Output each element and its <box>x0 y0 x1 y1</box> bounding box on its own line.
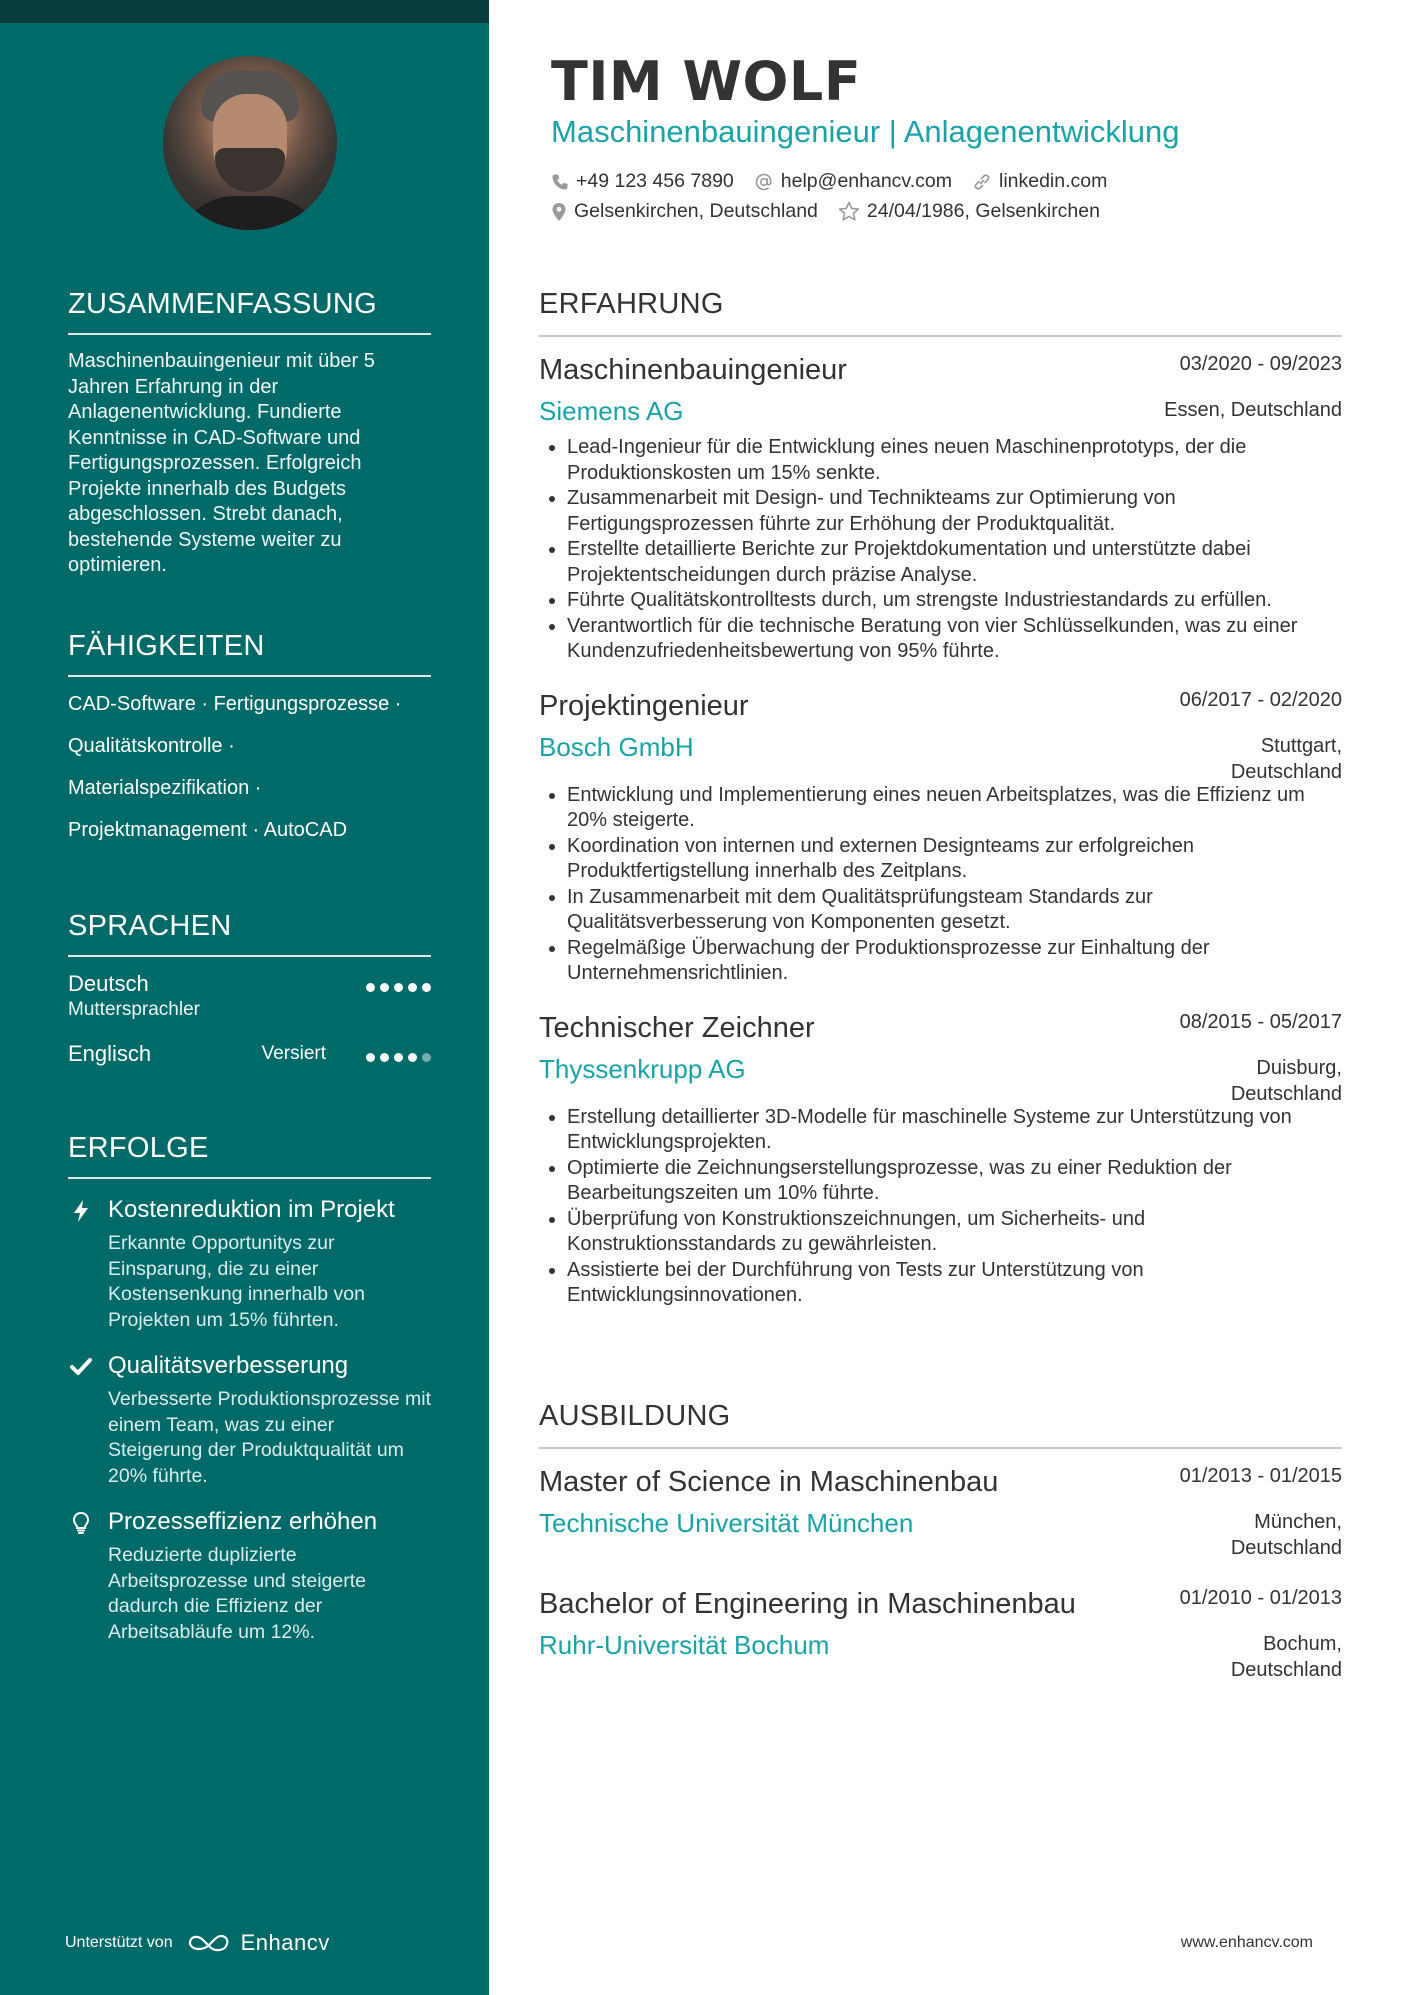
achievement-item <box>68 1507 431 1645</box>
language-row <box>68 1041 431 1081</box>
achievement-description: Verbesserte Produktionsprozesse mit einem Team, was zu einer Steigerung der Produktqualität um 20% führte. <box>108 1388 431 1487</box>
job-bullet: • Koordination von internen und externen Designteams zur erfolgreichen Produktfertigstellung innerhalb des Zeitplans. <box>567 834 1342 885</box>
job-title: Technischer Zeichner <box>539 1011 815 1044</box>
job-bullet: • Regelmäßige Überwachung der Produktionsprozesse zur Einhaltung der Unternehmensrichtlinien. <box>567 936 1342 987</box>
achievements-section <box>68 1132 431 1645</box>
lightning-icon <box>70 1199 92 1223</box>
job-company: Bosch GmbH <box>539 731 694 762</box>
languages-section <box>68 910 431 1081</box>
achievement-item <box>68 1195 431 1333</box>
achievement-title: Kostenreduktion im Projekt <box>108 1196 395 1223</box>
education-school: Ruhr-Universität Bochum <box>539 1630 830 1660</box>
education-location-line: München, <box>1254 1511 1342 1533</box>
linkedin-text: linkedin.com <box>998 170 1108 192</box>
language-level: Versiert <box>261 1043 326 1064</box>
achievement-title: Prozesseffizienz erhöhen <box>108 1508 378 1535</box>
skill-item: Projektmanagement <box>68 819 247 841</box>
education-entry <box>539 1585 1342 1693</box>
link-icon <box>972 172 992 192</box>
job-title: Projektingenieur <box>539 689 749 722</box>
skill-item: AutoCAD <box>263 819 348 841</box>
job-location-line: Stuttgart, <box>1260 734 1342 757</box>
education-location-line: Deutschland <box>1230 1659 1342 1681</box>
phone-text: +49 123 456 7890 <box>576 170 734 192</box>
education-degree: Master of Science in Maschinenbau <box>539 1466 999 1498</box>
sidebar-top-bar <box>0 0 489 23</box>
job-bullet: • Zusammenarbeit mit Design- und Technikteams zur Optimierung von Fertigungsprozessen führte zur Erhöhung der Produktqualität. <box>567 486 1342 537</box>
job-location <box>1231 733 1342 785</box>
enhancv-wordmark: Enhancv <box>240 1930 330 1955</box>
summary-text: Maschinenbauingenieur mit über 5 Jahren Erfahrung in der Anlagenentwicklung. Fundierte Kenntnisse in CAD-Software und Fertigungsprozessen. Erfolgreich Projekte innerhalb des Budgets abgeschlossen. Strebt danach, bestehende Systeme weiter zu optimieren. <box>68 350 375 576</box>
education-location-line: Bochum, <box>1263 1633 1342 1655</box>
proficiency-dot <box>380 1053 389 1062</box>
checkmark-icon <box>70 1355 92 1379</box>
contact-phone[interactable] <box>551 170 734 193</box>
powered-by <box>65 1930 330 1956</box>
proficiency-dot <box>408 1053 417 1062</box>
job-bullet: • Erstellte detaillierte Berichte zur Projektdokumentation und unterstützte dabei Projektentscheidungen durch präzise Analyse. <box>567 537 1342 588</box>
education-heading: AUSBILDUNG <box>539 1400 1342 1449</box>
language-row <box>68 971 431 1041</box>
job-bullet: • In Zusammenarbeit mit dem Qualitätsprüfungsteam Standards zur Qualitätsverbesserung von Komponenten gesetzt. <box>567 885 1342 936</box>
language-name: Englisch <box>68 1041 152 1066</box>
avatar <box>163 56 337 230</box>
job-dates: 06/2017 - 02/2020 <box>1179 688 1342 711</box>
job-company: Thyssenkrupp AG <box>539 1053 746 1084</box>
job-dates: 03/2020 - 09/2023 <box>1179 353 1342 375</box>
at-icon <box>754 172 774 192</box>
achievement-description: Erkannte Opportunitys zur Einsparung, die zu einer Kostensenkung innerhalb von Projekten um 15% führten. <box>108 1232 365 1331</box>
contact-linkedin[interactable] <box>972 170 1107 193</box>
job-bullet: • Assistierte bei der Durchführung von Tests zur Unterstützung von Entwicklungsinnovationen. <box>567 1258 1342 1309</box>
skills-section <box>68 630 431 851</box>
skill-item: Materialspezifikation <box>68 777 250 799</box>
proficiency-dot <box>422 1053 431 1062</box>
education-location <box>1231 1631 1342 1683</box>
email-text: help@enhancv.com <box>780 170 952 192</box>
proficiency-dot <box>394 1053 403 1062</box>
skills-list: CAD-Software · Fertigungsprozesse · Qualitätskontrolle · Materialspezifikation · Projektmanagement · AutoCAD <box>68 693 402 841</box>
job-company: Siemens AG <box>539 396 684 426</box>
education-degree: Bachelor of Engineering in Maschinenbau <box>539 1588 1076 1620</box>
job-dates: 08/2015 - 05/2017 <box>1179 1010 1342 1033</box>
job-bullet: • Entwicklung und Implementierung eines neuen Arbeitsplatzes, was die Effizienz um 20% steigerte. <box>567 783 1342 834</box>
job-title: Maschinenbauingenieur <box>539 354 847 386</box>
location-text: Gelsenkirchen, Deutschland <box>574 200 818 222</box>
sidebar <box>0 0 489 1995</box>
contact-location <box>551 200 818 223</box>
languages-heading: SPRACHEN <box>68 910 431 957</box>
proficiency-dot <box>422 983 431 992</box>
education-location <box>1231 1509 1342 1561</box>
achievement-description: Reduzierte duplizierte Arbeitsprozesse und steigerte dadurch die Effizienz der Arbeitsabläufe um 12%. <box>108 1544 366 1643</box>
job-location-line: Duisburg, <box>1256 1056 1342 1079</box>
job-bullets <box>539 1105 1342 1309</box>
birth-text: 24/04/1986, Gelsenkirchen <box>866 200 1100 222</box>
powered-by-label: Unterstützt von <box>65 1934 173 1951</box>
proficiency-dot <box>408 983 417 992</box>
job-location <box>1231 1055 1342 1107</box>
language-proficiency-dots <box>366 983 431 992</box>
phone-icon <box>551 173 569 191</box>
education-section <box>539 1400 1342 1693</box>
language-level: Muttersprachler <box>68 999 200 1020</box>
job-location-line: Deutschland <box>1230 760 1342 783</box>
proficiency-dot <box>380 983 389 992</box>
job-bullet: • Führte Qualitätskontrolltests durch, um strengste Industriestandards zu erfüllen. <box>567 588 1342 614</box>
enhancv-logo-icon <box>187 1931 233 1955</box>
candidate-title: Maschinenbauingenieur | Anlagenentwicklung <box>551 114 1180 149</box>
job-entry <box>539 687 1342 987</box>
experience-section <box>539 288 1342 1309</box>
enhancv-logo[interactable] <box>187 1930 330 1956</box>
contact-birth <box>838 200 1100 223</box>
achievement-title: Qualitätsverbesserung <box>108 1352 349 1379</box>
contact-row <box>551 170 1107 193</box>
education-dates: 01/2010 - 01/2013 <box>1179 1587 1342 1609</box>
experience-heading: ERFAHRUNG <box>539 288 1342 337</box>
job-location-line: Deutschland <box>1230 1082 1342 1105</box>
job-bullets <box>539 783 1342 987</box>
job-bullet: • Überprüfung von Konstruktionszeichnungen, um Sicherheits- und Konstruktionsstandards zu gewährleisten. <box>567 1207 1342 1258</box>
job-bullet: • Optimierte die Zeichnungserstellungsprozesse, was zu einer Reduktion der Bearbeitungszeiten um 10% führte. <box>567 1156 1342 1207</box>
star-icon <box>838 201 860 222</box>
summary-section <box>68 288 431 579</box>
job-bullet: • Lead-Ingenieur für die Entwicklung eines neuen Maschinenprototyps, der die Produktionskosten um 15% senkte. <box>567 435 1342 486</box>
job-bullets <box>539 435 1342 665</box>
language-proficiency-dots <box>366 1053 431 1062</box>
skill-item: Fertigungsprozesse <box>213 693 390 715</box>
lightbulb-icon <box>70 1511 92 1535</box>
achievement-item <box>68 1351 431 1489</box>
candidate-name: TIM WOLF <box>551 50 862 113</box>
job-entry <box>539 351 1342 665</box>
skill-item: CAD-Software <box>68 693 196 715</box>
location-pin-icon <box>551 202 567 222</box>
education-entry <box>539 1463 1342 1571</box>
job-bullet: • Verantwortlich für die technische Beratung von vier Schlüsselkunden, was zu einer Kundenzufriedenheitsbewertung von 95% führte. <box>567 614 1342 665</box>
skills-heading: FÄHIGKEITEN <box>68 630 431 677</box>
job-bullet: • Erstellung detaillierter 3D-Modelle für maschinelle Systeme zur Unterstützung von Entwicklungsprojekten. <box>567 1105 1342 1156</box>
education-dates: 01/2013 - 01/2015 <box>1179 1465 1342 1487</box>
contact-row <box>551 200 1100 223</box>
education-school: Technische Universität München <box>539 1508 914 1538</box>
footer-url[interactable]: www.enhancv.com <box>1180 1934 1313 1951</box>
proficiency-dot <box>366 983 375 992</box>
main-content <box>539 0 1342 1995</box>
job-entry <box>539 1009 1342 1309</box>
skill-item: Qualitätskontrolle <box>68 735 223 757</box>
achievements-heading: ERFOLGE <box>68 1132 431 1179</box>
summary-heading: ZUSAMMENFASSUNG <box>68 288 431 335</box>
education-location-line: Deutschland <box>1230 1537 1342 1559</box>
proficiency-dot <box>366 1053 375 1062</box>
contact-email[interactable] <box>754 170 952 193</box>
proficiency-dot <box>394 983 403 992</box>
job-location: Essen, Deutschland <box>1164 399 1342 421</box>
language-name: Deutsch <box>68 971 149 996</box>
